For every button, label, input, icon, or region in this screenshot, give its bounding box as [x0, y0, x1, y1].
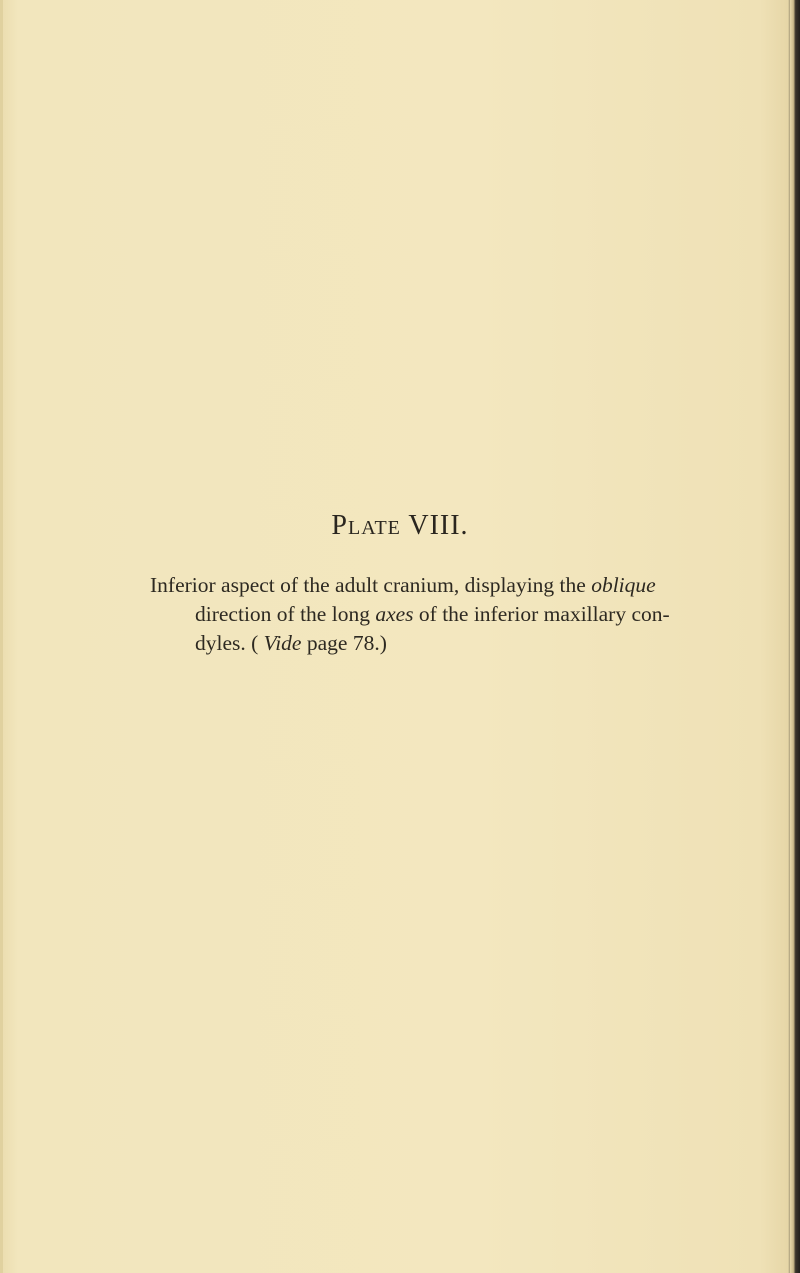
- caption-emphasis: Vide: [263, 631, 302, 655]
- caption-emphasis: oblique: [591, 573, 656, 597]
- caption-text: of the inferior maxillary con-: [413, 602, 670, 626]
- page-binding-shadow: [790, 0, 800, 1273]
- caption-emphasis: axes: [375, 602, 414, 626]
- caption-text: Inferior aspect of the adult cranium, displaying the: [150, 573, 592, 597]
- page-left-edge: [0, 0, 3, 1273]
- caption-text: dyles. (: [195, 631, 264, 655]
- caption-text: page 78.): [301, 631, 387, 655]
- plate-title: Plate VIII.: [331, 510, 469, 541]
- caption-line-2: [150, 600, 720, 629]
- plate-caption: [150, 571, 720, 658]
- caption-line-3: [150, 629, 720, 658]
- caption-text: direction of the long: [195, 602, 376, 626]
- caption-line-1: [150, 571, 720, 600]
